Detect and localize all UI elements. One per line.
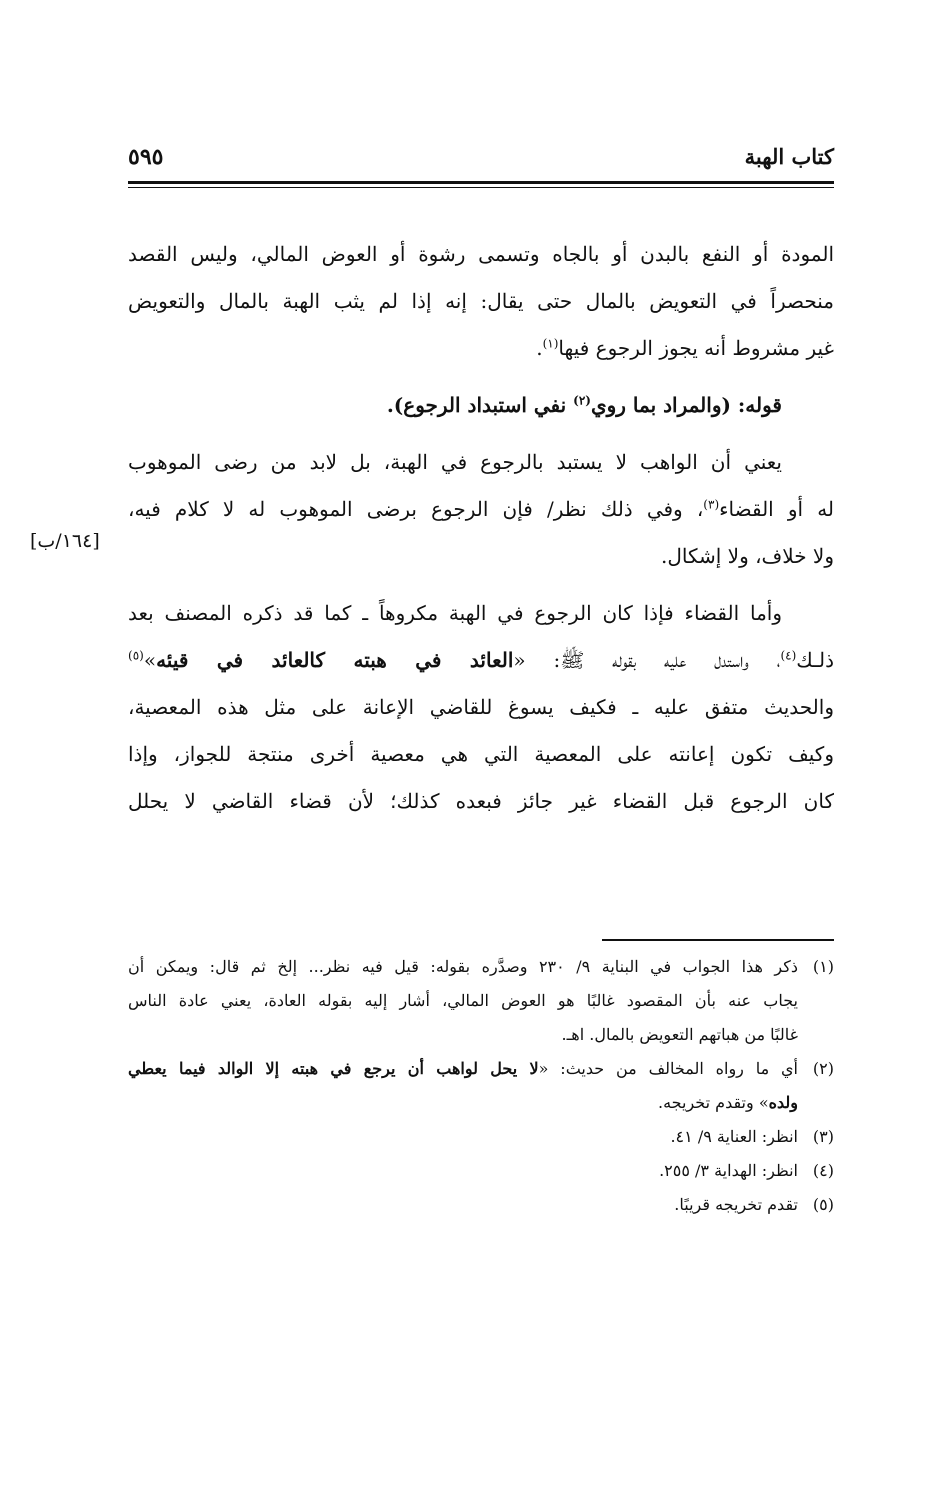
footnote-number: (٣) (812, 1127, 834, 1146)
text-segment: قوله: (والمراد بما روي (590, 393, 782, 417)
paragraph-3 (128, 439, 834, 580)
footnote-hadith: لا يحل لواهب أن يرجع في هبته إلا الوالد فيما يعطي (128, 1059, 539, 1078)
main-text (128, 231, 834, 825)
footnote-3 (128, 1120, 834, 1154)
text-segment: له أو القضاء (719, 497, 834, 521)
paragraph-2 (128, 382, 834, 429)
manuscript-folio-marker: [١٦٤/ب] (30, 530, 100, 552)
footnote-ref-2[interactable]: (٢) (573, 393, 591, 408)
footnote-number: (٥) (812, 1195, 834, 1214)
text-line: ولا خلاف، ولا إشكال. (660, 544, 834, 568)
text-segment: » (143, 648, 157, 672)
footnote-text: ذكر هذا الجواب في البناية ٩/ ٢٣٠ وصدَّره بقوله: قيل فيه نظر... إلخ ثم قال: ويمكن أن (128, 957, 799, 976)
footnote-line: يجاب عنه بأن المقصود غالبًا هو العوض المالي، أشار إليه بقوله العادة، يعني عادة الناس (128, 991, 798, 1010)
text-segment: ، وفي ذلك نظر/ فإن الرجوع برضى الموهوب له لا كلام فيه، (128, 497, 704, 521)
text-line: وأما القضاء فإذا كان الرجوع في الهبة مكروهاً ـ كما قد ذكره المصنف بعد (128, 601, 782, 625)
footnote-2 (128, 1052, 834, 1120)
footnote-4 (128, 1154, 834, 1188)
header-rule-thick (128, 181, 834, 184)
text-line: منحصراً في التعويض بالمال حتى يقال: إنه إذا لم يثب الهبة بالمال والتعويض (128, 289, 834, 313)
footnote-ref-4[interactable]: (٤) (780, 648, 797, 663)
text-segment: نفي استبداد الرجوع). (386, 393, 574, 417)
text-segment: . (536, 336, 543, 360)
footnote-number: (٢) (812, 1059, 834, 1078)
footnote-text: انظر: الهداية ٣/ ٢٥٥. (659, 1161, 798, 1180)
text-line: وكيف تكون إعانته على المعصية التي هي معصية أخرى منتجة للجواز، وإذا (128, 742, 834, 766)
paragraph-4 (128, 590, 834, 825)
footnote-1 (128, 950, 834, 1052)
footnote-ref-3[interactable]: (٣) (703, 497, 720, 512)
footnote-line (128, 1086, 798, 1120)
text-segment: ذلـك (796, 648, 834, 672)
page-number: ٥٩٥ (128, 144, 164, 170)
footnote-line (128, 1052, 834, 1086)
footnote-hadith: ولده (768, 1093, 798, 1112)
header-rule-thin (128, 187, 834, 188)
footnote-line: غالبًا من هباتهم التعويض بالمال. اهـ. (561, 1025, 798, 1044)
text-line (128, 486, 834, 533)
text-line (128, 325, 834, 372)
page-header (128, 144, 834, 178)
footnote-number: (٤) (812, 1161, 834, 1180)
footnote-separator (602, 939, 834, 941)
text-line: يعني أن الواهب لا يستبد بالرجوع في الهبة، بل لابد من رضى الموهوب (128, 450, 782, 474)
text-line (128, 382, 834, 429)
text-line (128, 637, 834, 684)
footnote-ref-1[interactable]: (١) (542, 336, 559, 351)
footnote-text: » وتقدم تخريجه. (658, 1093, 769, 1112)
running-title: كتاب الهبة (744, 144, 834, 169)
footnote-5 (128, 1188, 834, 1222)
footnote-text: أي ما رواه المخالف من حديث: « (538, 1059, 799, 1078)
footnote-text: تقدم تخريجه قريبًا. (674, 1195, 798, 1214)
text-segment: غير مشروط أنه يجوز الرجوع فيها (558, 336, 834, 360)
text-line: المودة أو النفع بالبدن أو بالجاه وتسمى رشوة أو العوض المالي، وليس القصد (128, 242, 834, 266)
hadith-quote: العائد في هبته كالعائد في قيئه (156, 648, 514, 672)
footnotes (128, 950, 834, 1222)
footnote-text: انظر: العناية ٩/ ٤١. (670, 1127, 798, 1146)
text-line: والحديث متفق عليه ـ فكيف يسوغ للقاضي الإعانة على مثل هذه المعصية، (128, 695, 834, 719)
text-line: كان الرجوع قبل القضاء غير جائز فبعده كذلك؛ لأن قضاء القاضي لا يحلل (128, 789, 834, 813)
text-segment: ، واستدل عليه بقوله ﷺ: « (513, 648, 781, 672)
footnote-line (128, 950, 834, 984)
footnote-ref-5[interactable]: (٥) (128, 648, 144, 663)
footnote-number: (١) (812, 957, 834, 976)
paragraph-1 (128, 231, 834, 372)
